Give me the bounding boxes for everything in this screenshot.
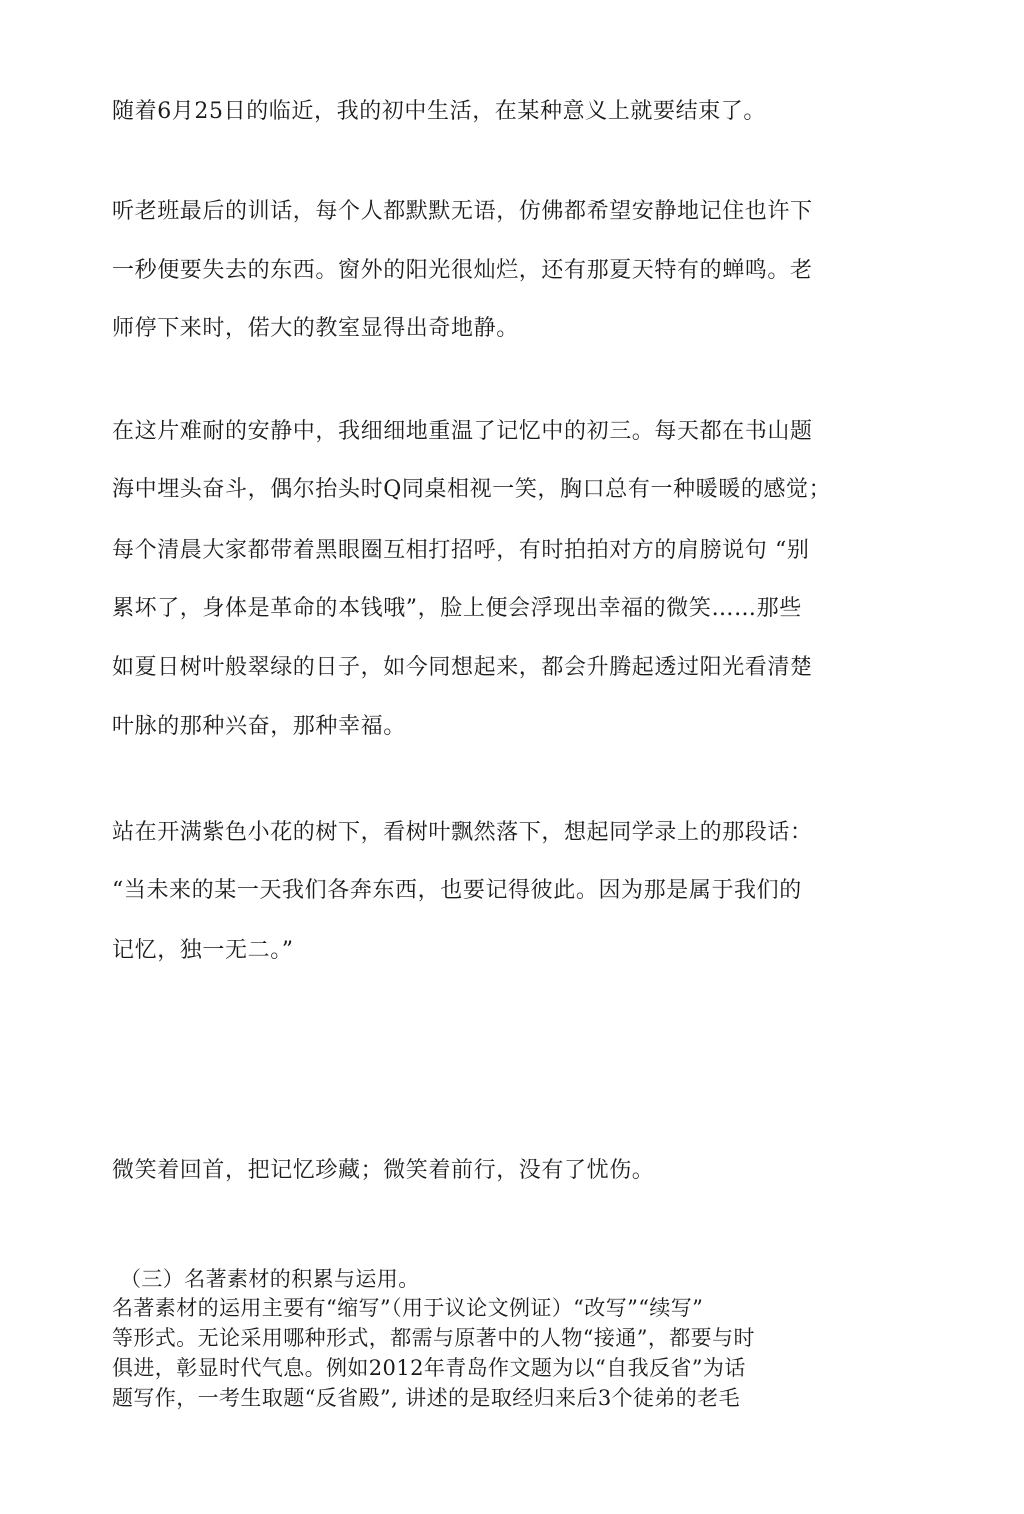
essay-p4-line-1: 站在开满紫色小花的树下，看树叶飘然落下，想起同学录上的那段话： [112, 820, 813, 845]
essay-p5-line-1: 微笑着回首，把记忆珍藏；微笑着前行，没有了忧伤。 [112, 1158, 655, 1183]
essay-p2-line-1: 听老班最后的训话，每个人都默默无语，仿佛都希望安静地记住也许下 [112, 199, 813, 224]
essay-p1-line-1: 随着6月25日的临近，我的初中生活，在某种意义上就要结束了。 [112, 99, 766, 124]
essay-p4-line-3: 记忆，独一无二。” [112, 938, 294, 963]
section-body-line-4: 题写作，一考生取题“反省殿”, 讲述的是取经归来后3个徒弟的老毛 [112, 1386, 740, 1410]
essay-p3-line-3: 每个清晨大家都带着黑眼圈互相打招呼，有时拍拍对方的肩膀说句 “别 [112, 538, 810, 563]
essay-p3-line-1: 在这片难耐的安静中，我细细地重温了记忆中的初三。每天都在书山题 [112, 419, 813, 444]
section-body-line-2: 等形式。无论采用哪种形式，都需与原著中的人物“接通”，都要与时 [112, 1326, 755, 1350]
section-body-line-3: 俱进，彰显时代气息。例如2012年青岛作文题为以“自我反省”为话 [112, 1356, 746, 1380]
section-heading: （三）名著素材的积累与运用。 [120, 1267, 420, 1291]
essay-p3-line-5: 如夏日树叶般翠绿的日子，如今同想起来，都会升腾起透过阳光看清楚 [112, 655, 813, 680]
essay-p3-line-2: 海中埋头奋斗，偶尔抬头时Q同桌相视一笑，胸口总有一种暖暖的感觉； [112, 477, 832, 502]
essay-p3-line-4: 累坏了，身体是革命的本钱哦”，脸上便会浮现出幸福的微笑……那些 [112, 596, 802, 621]
essay-p2-line-3: 师停下来时，偌大的教室显得出奇地静。 [112, 316, 519, 341]
essay-p4-line-2: “当未来的某一天我们各奔东西，也要记得彼此。因为那是属于我们的 [112, 878, 802, 903]
essay-p3-line-6: 叶脉的那种兴奋，那种幸福。 [112, 714, 406, 739]
section-body-line-1: 名著素材的运用主要有“缩写”（用于议论文例证）“改写”“续写” [112, 1296, 704, 1320]
essay-p2-line-2: 一秒便要失去的东西。窗外的阳光很灿烂，还有那夏天特有的蝉鸣。老 [112, 258, 813, 283]
